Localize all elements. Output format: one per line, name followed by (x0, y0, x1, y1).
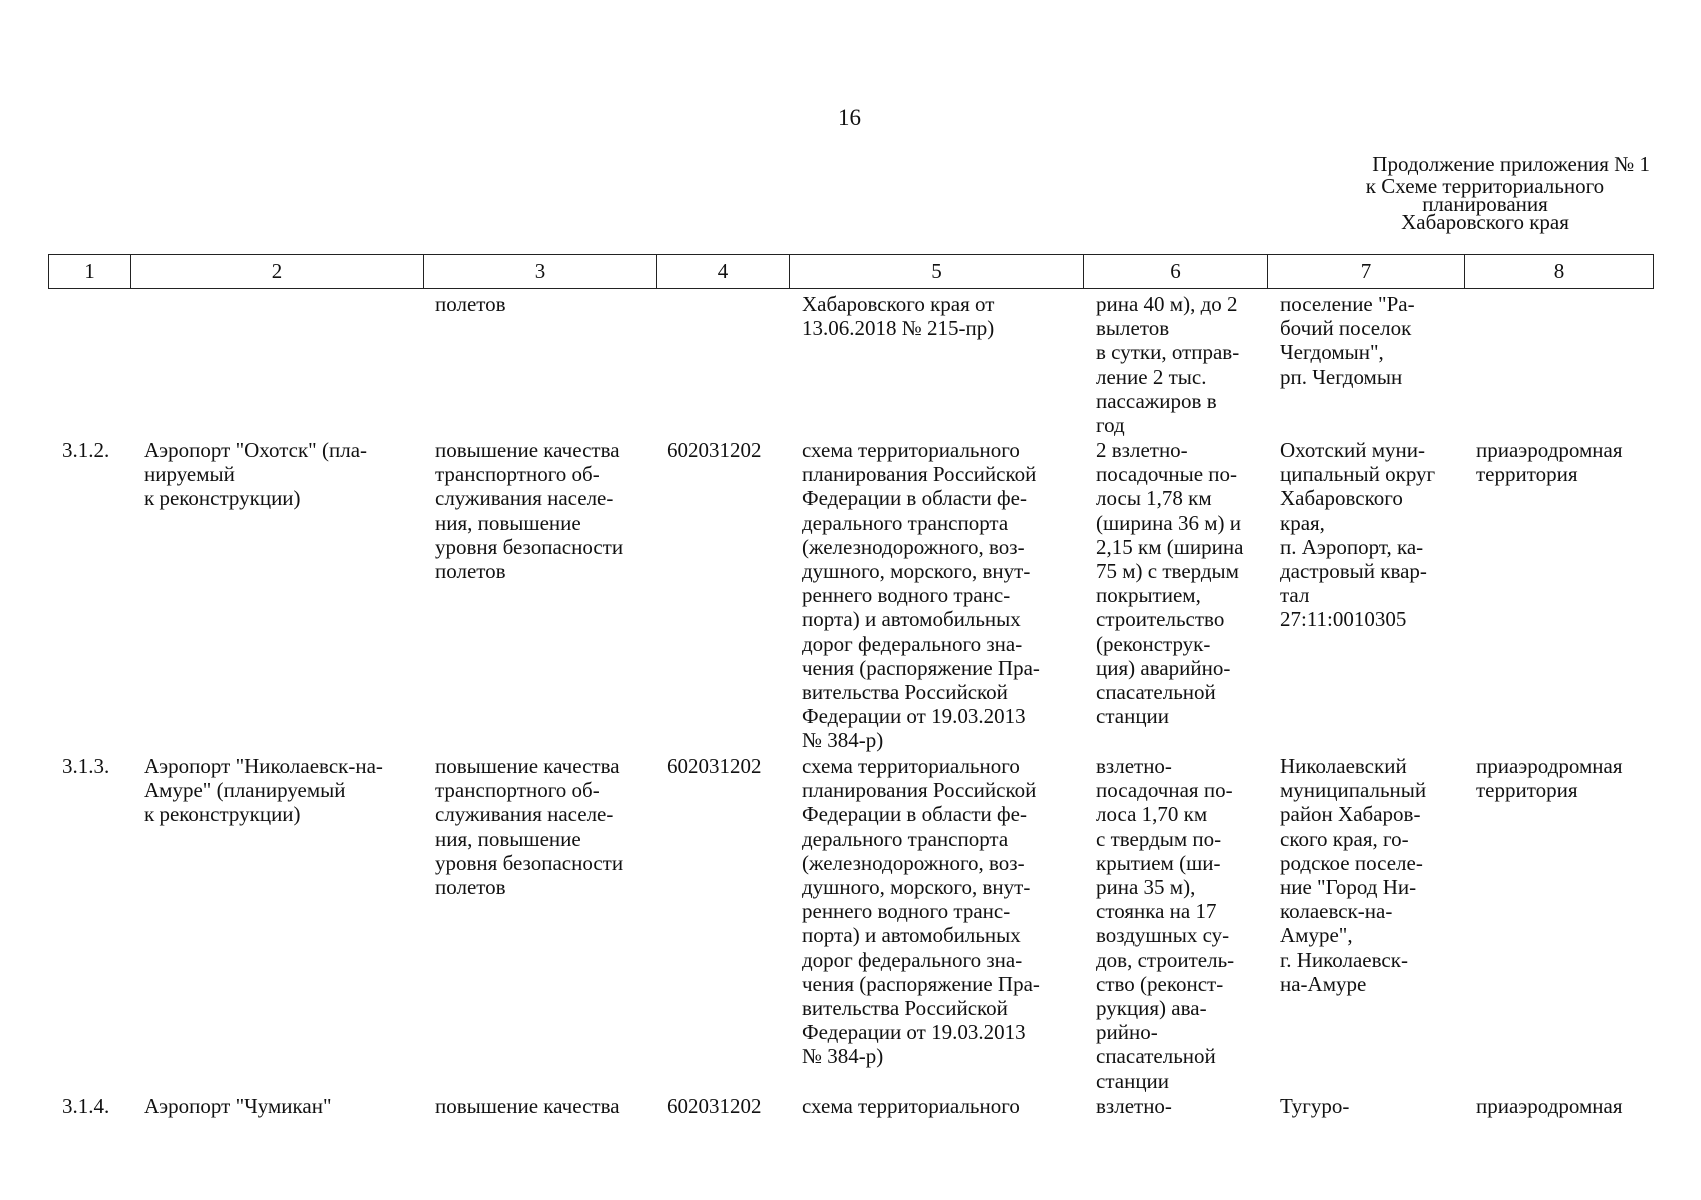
column-header-8: 8 (1465, 255, 1654, 289)
code-cell: 602031202 (667, 1094, 762, 1118)
column-header-6: 6 (1084, 255, 1268, 289)
column-header-1: 1 (49, 255, 131, 289)
document-cell: схема территориального планирования Российской Федерации в области фе- дерального транспорта (железнодорожного, воз- душного, морского, внут- реннего водного транс- порта) и автомобильных дорог федерального зна- чения (распоряжение Пра- вительства Российской Федерации от 19.03.2013 № 384-р) (802, 438, 1040, 753)
appendix-line-4: Хабаровского края (1401, 210, 1569, 234)
purpose-cell: повышение качества (435, 1094, 620, 1118)
zone-cell: приаэродромная территория (1476, 754, 1623, 803)
object-name-cell: Аэропорт "Охотск" (пла- нируемый к реконструкции) (144, 438, 368, 511)
purpose-cell: повышение качества транспортного об- служивания населе- ния, повышение уровня безопасности полетов (435, 438, 624, 584)
purpose-cell: полетов (435, 292, 506, 316)
row-number-cell: 3.1.2. (62, 438, 110, 462)
location-cell: Николаевский муниципальный район Хабаров- ского края, го- родское поселе- ние "Город Ни- колаевск-на- Амуре", г. Николаевск- на-Амуре (1280, 754, 1427, 996)
column-header-row (49, 255, 1654, 289)
location-cell: поселение "Ра- бочий поселок Чегдомын", рп. Чегдомын (1280, 292, 1415, 389)
parameters-cell: 2 взлетно- посадочные по- лосы 1,78 км (ширина 36 м) и 2,15 км (ширина 75 м) с твердым покрытием, строительство (реконструк- ция) аварийно- спасательной станции (1096, 438, 1244, 729)
column-header-7: 7 (1268, 255, 1465, 289)
appendix-line-2: к Схеме территориального (1365, 174, 1605, 198)
appendix-line-1: Продолжение приложения № 1 (1372, 152, 1650, 176)
column-header-table (48, 254, 1654, 289)
zone-cell: приаэродромная (1476, 1094, 1623, 1118)
code-cell: 602031202 (667, 754, 762, 778)
column-header-3: 3 (424, 255, 657, 289)
page-number: 16 (838, 105, 861, 130)
parameters-cell: взлетно- посадочная по- лоса 1,70 км с твердым по- крытием (ши- рина 35 м), стоянка на 17 воздушных су- дов, строитель- ство (реконст- рукция) ава- рийно- спасательной станции (1096, 754, 1235, 1093)
document-cell: Хабаровского края от 13.06.2018 № 215-пр) (802, 292, 995, 341)
appendix-line-3: планирования (1422, 192, 1548, 216)
appendix-note (1320, 152, 1650, 234)
row-number-cell: 3.1.4. (62, 1094, 110, 1118)
location-cell: Тугуро- (1280, 1094, 1350, 1118)
parameters-cell: взлетно- (1096, 1094, 1172, 1118)
document-cell: схема территориального (802, 1094, 1020, 1118)
row-number-cell: 3.1.3. (62, 754, 110, 778)
location-cell: Охотский муни- ципальный округ Хабаровского края, п. Аэропорт, ка- дастровый квар- тал 27:11:0010305 (1280, 438, 1436, 632)
object-name-cell: Аэропорт "Николаевск-на- Амуре" (планируемый к реконструкции) (144, 754, 383, 827)
object-name-cell: Аэропорт "Чумикан" (144, 1094, 332, 1118)
column-header-5: 5 (790, 255, 1084, 289)
column-header-4: 4 (657, 255, 790, 289)
column-header-2: 2 (131, 255, 424, 289)
purpose-cell: повышение качества транспортного об- служивания населе- ния, повышение уровня безопасности полетов (435, 754, 624, 900)
code-cell: 602031202 (667, 438, 762, 462)
zone-cell: приаэродромная территория (1476, 438, 1623, 487)
parameters-cell: рина 40 м), до 2 вылетов в сутки, отправ- ление 2 тыс. пассажиров в год (1096, 292, 1240, 438)
document-cell: схема территориального планирования Российской Федерации в области фе- дерального транспорта (железнодорожного, воз- душного, морского, внут- реннего водного транс- порта) и автомобильных дорог федерального зна- чения (распоряжение Пра- вительства Российской Федерации от 19.03.2013 № 384-р) (802, 754, 1040, 1069)
